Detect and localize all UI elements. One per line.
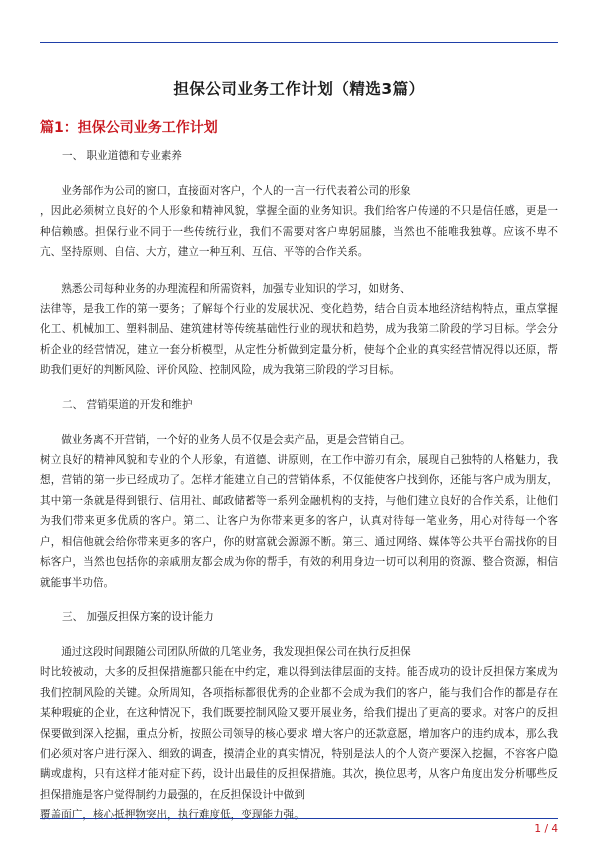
document-title: 担保公司业务工作计划（精选3篇） [173,80,425,98]
paragraph-text: 时比较被动，大多的反担保措施都只能在中约定，难以得到法律层面的支持。能否成功的设计反担保方案成为我们控制风险的关键。众所周知，各项指标都很优秀的企业都不会成为我们的客户，能与我们合作的都是存在某种瑕疵的企业，在这种情况下，我们既要控制风险又要开展业务，给我们提出了更高的要求。对客户的反担保要做到深入挖掘，重点分析，按照公司领导的核心要求 增大客户的还款意愿，增加客户的违约成本，那么我们必须对客户进行深入、细致的调查，摸清企业的真实情况，特别是法人的个人资产要深入挖掘，不容客户隐瞒或虚构，只有这样才能对症下药，设计出最佳的反担保措施。其次，换位思考，从客户角度出发分析哪些反担保措施是客户觉得制约力最强的，在反担保设计中做到 [40,666,558,801]
paragraph-line: 通过这段时间跟随公司团队所做的几笔业务，我发现担保公司在执行反担保 [61,645,411,658]
header-rule [40,42,558,43]
paragraph-2 [40,279,558,381]
paragraph-line: 覆盖面广，核心抵押物突出，执行难度低，变现能力强。 [40,809,305,822]
paragraph-line: 业务部作为公司的窗口，直接面对客户，个人的一言一行代表着公司的形象 [61,185,411,197]
page-number: 1 / 4 [534,823,558,835]
heading-3: 三、 加强反担保方案的设计能力 [62,610,214,623]
document-body [40,148,558,842]
paragraph-text: ，因此必须树立良好的个人形象和精神风貌，掌握全面的业务知识。我们给客户传递的不只是信任感，更是一种信赖感。担保行业不同于一些传统行业，我们不需要对客户卑躬屈膝，当然也不能唯我独尊。应该不卑不亢、坚持原则、自信、大方，建立一种互利、互信、平等的合作关系。 [40,205,558,259]
paragraph-3 [40,430,558,593]
paragraph-line: 做业务离不开营销，一个好的业务人员不仅是会卖产品，更是会营销自己。 [61,433,411,446]
heading-1: 一、 职业道德和专业素养 [62,150,182,162]
paragraph-line: 熟悉公司每种业务的办理流程和所需资料，加强专业知识的学习，如财务、 [61,282,411,295]
paragraph-text: 树立良好的精神风貌和专业的个人形象，有道德、讲原则，在工作中游刃有余，展现自己独特的人格魅力，我想，营销的第一步已经成功了。怎样才能建立自己的营销体系，不仅能使客户找到你，还能与客户成为朋友，其中第一条就是得到银行、信用社、邮政储蓄等一系列金融机构的支持，与他们建立良好的合作关系，让他们为我们带来更多优质的客户。第二、让客户为你带来更多的客户，认真对待每一笔业务，用心对待每一个客户，相信他就会给你带来更多的客户，你的财富就会源源不断。第三、通过网络、媒体等公共平台需找你的目标客户，当然也包括你的亲戚朋友都会成为你的帮手，有效的利用身边一切可以利用的资源、整合资源，相信就能事半功倍。 [40,454,558,589]
paragraph-text: 法律等，是我工作的第一要务；了解每个行业的发展状况、变化趋势，结合自贡本地经济结构特点，重点掌握化工、机械加工、塑料制品、建筑建材等传统基础性行业的现状和趋势，成为我第二阶段的学习目标。学会分析企业的经营情况，建立一套分析模型，从定性分析做到定量分析，使每个企业的真实经营情况得以还原，帮助我们更好的判断风险、评价风险、控制风险，成为我第三阶段的学习目标。 [40,303,558,377]
footer-rule [40,818,558,819]
paragraph-4 [40,642,558,826]
paragraph-1 [40,181,558,263]
heading-2: 二、 营销渠道的开发和维护 [62,398,193,411]
section-title: 篇1：担保公司业务工作计划 [40,120,218,136]
